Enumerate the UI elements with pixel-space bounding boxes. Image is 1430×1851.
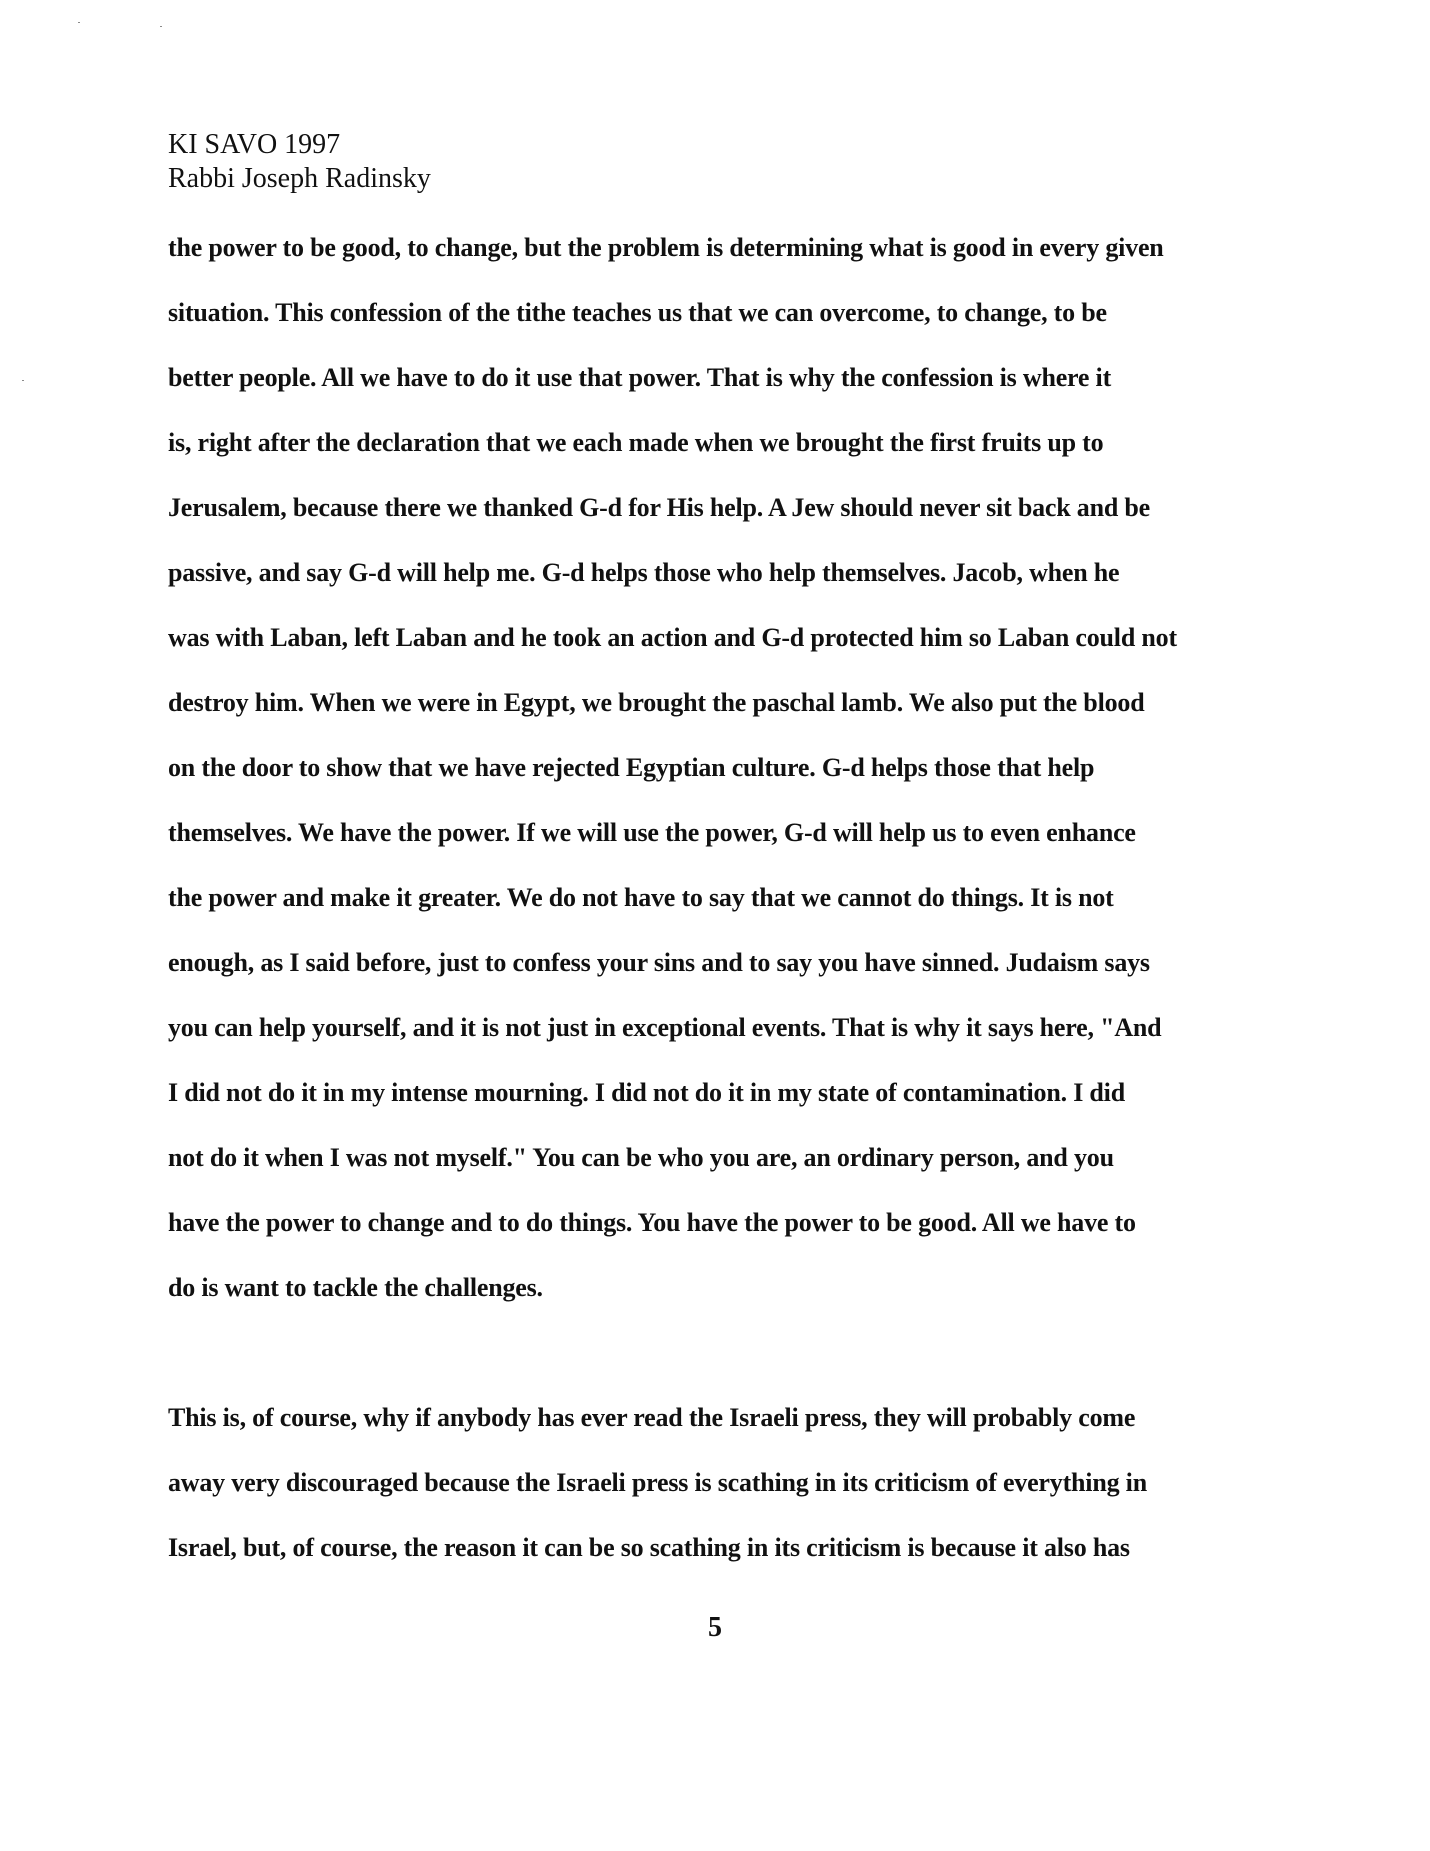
text-line: the power to be good, to change, but the problem is determining what is good in every given [168, 233, 1164, 262]
text-line: destroy him. When we were in Egypt, we brought the paschal lamb. We also put the blood [168, 688, 1145, 717]
text-line: have the power to change and to do things. You have the power to be good. All we have to [168, 1208, 1136, 1237]
text-line: This is, of course, why if anybody has ever read the Israeli press, they will probably come [168, 1403, 1136, 1432]
scan-speck [160, 26, 162, 27]
text-line: not do it when I was not myself." You can be who you are, an ordinary person, and you [168, 1143, 1114, 1172]
document-title: KI SAVO 1997 [168, 129, 341, 160]
document-author: Rabbi Joseph Radinsky [168, 163, 431, 194]
document-header [168, 128, 431, 196]
paragraph-2 [168, 1385, 1308, 1580]
text-line: do is want to tackle the challenges. [168, 1273, 543, 1302]
text-line: situation. This confession of the tithe teaches us that we can overcome, to change, to be [168, 298, 1107, 327]
text-line: passive, and say G-d will help me. G-d helps those who help themselves. Jacob, when he [168, 558, 1120, 587]
text-line: better people. All we have to do it use that power. That is why the confession is where it [168, 363, 1112, 392]
text-line: enough, as I said before, just to confess your sins and to say you have sinned. Judaism says [168, 948, 1150, 977]
text-line: themselves. We have the power. If we will use the power, G-d will help us to even enhance [168, 818, 1136, 847]
text-line: I did not do it in my intense mourning. I did not do it in my state of contamination. I did [168, 1078, 1125, 1107]
text-line: Jerusalem, because there we thanked G-d for His help. A Jew should never sit back and be [168, 493, 1151, 522]
scan-speck [22, 380, 24, 381]
text-line: you can help yourself, and it is not just in exceptional events. That is why it says here, "And [168, 1013, 1162, 1042]
text-line: is, right after the declaration that we each made when we brought the first fruits up to [168, 428, 1104, 457]
text-line: away very discouraged because the Israeli press is scathing in its criticism of everything in [168, 1468, 1147, 1497]
text-line: was with Laban, left Laban and he took an action and G-d protected him so Laban could not [168, 623, 1177, 652]
text-line: on the door to show that we have rejected Egyptian culture. G-d helps those that help [168, 753, 1095, 782]
paragraph-1 [168, 215, 1308, 1320]
scan-speck [78, 22, 80, 23]
text-line: Israel, but, of course, the reason it can be so scathing in its criticism is because it also has [168, 1533, 1130, 1562]
page-number: 5 [708, 1612, 722, 1643]
text-line: the power and make it greater. We do not have to say that we cannot do things. It is not [168, 883, 1114, 912]
